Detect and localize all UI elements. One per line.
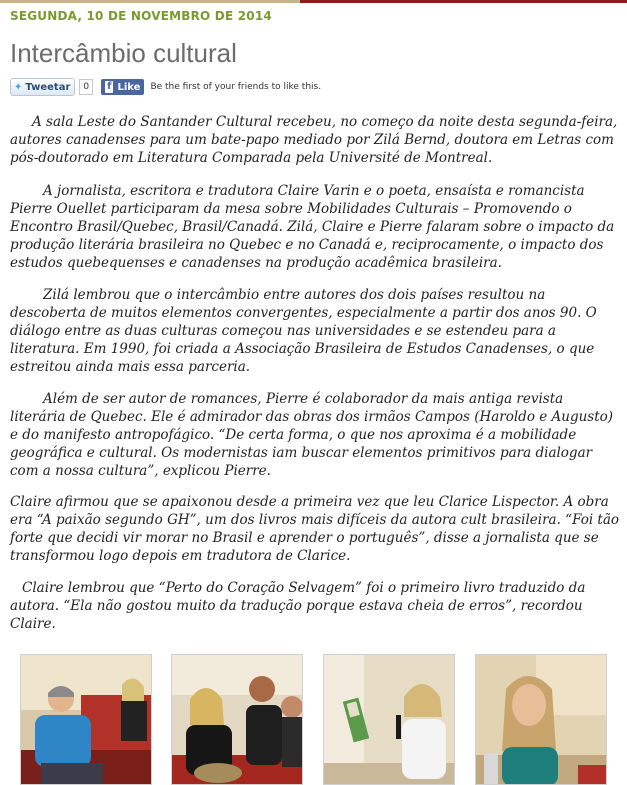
event-photo-1[interactable] xyxy=(20,654,152,785)
facebook-like-button[interactable] xyxy=(101,79,144,95)
facebook-f-icon: f xyxy=(107,81,112,92)
event-photo-4[interactable] xyxy=(475,654,607,785)
post-date: SEGUNDA, 10 DE NOVEMBRO DE 2014 xyxy=(10,9,272,23)
event-photo-3[interactable] xyxy=(323,654,455,785)
event-photo-2[interactable] xyxy=(171,654,303,785)
twitter-bird-icon: ✦ xyxy=(14,81,23,93)
tweet-button-label: Tweetar xyxy=(25,81,71,93)
article-paragraph: Claire afirmou que se apaixonou desde a primeira vez que leu Clarice Lispector. A obra era “A paixão segundo GH”, um dos livros mais difíceis da autora cult brasileira. “Foi tão forte que decidi vir morar no Brasil e aprender o português”, disse a jornalista que se transformou logo depois em tradutora de Clarice. xyxy=(10,494,620,565)
article-paragraph: Além de ser autor de romances, Pierre é colaborador da mais antiga revista literária de Quebec. Ele é admirador das obras dos irmãos Campos (Haroldo e Augusto) e do manifesto antropofágico. “De certa forma, o que nos aproxima é a mobilidade geográfica e cultural. Os modernistas iam buscar elementos primitivos para dialogar com a nossa cultura”, explicou Pierre. xyxy=(10,391,614,480)
like-social-text: Be the first of your friends to like this. xyxy=(150,82,322,92)
article-paragraph: Claire lembrou que “Perto do Coração Selvagem” foi o primeiro livro traduzido da autora. “Ela não gostou muito da tradução porque estava cheia de erros”, recordou Claire. xyxy=(10,580,586,633)
social-share-bar xyxy=(10,78,321,96)
top-accent-bar xyxy=(0,0,627,3)
article-paragraph: Zilá lembrou que o intercâmbio entre autores dos dois países resultou na descoberta de muitos elementos convergentes, especialmente a partir dos anos 90. O diálogo entre as duas culturas começou nas universidades e se estendeu para a literatura. Em 1990, foi criada a Associação Brasileira de Estudos Canadenses, o que estreitou ainda mais essa parceria. xyxy=(10,287,597,376)
like-button-label: Like xyxy=(117,81,141,93)
article-paragraph: A jornalista, escritora e tradutora Claire Varin e o poeta, ensaísta e romancista Pierre Ouellet participaram da mesa sobre Mobilidades Culturais – Promovendo o Encontro Brasil/Quebec, Brasil/Canadá. Zilá, Claire e Pierre falaram sobre o impacto da produção literária brasileira no Quebec e no Canadá e, reciprocamente, o impacto dos estudos quebequenses e canadenses na produção acadêmica brasileira. xyxy=(10,183,615,272)
tweet-count: 0 xyxy=(79,79,93,95)
tweet-button[interactable] xyxy=(10,78,75,96)
post-title: Intercâmbio cultural xyxy=(10,38,237,68)
article-paragraph: A sala Leste do Santander Cultural recebeu, no começo da noite desta segunda-feira, autores canadenses para um bate-papo mediado por Zilá Bernd, doutora em Letras com pós-doutorado em Literatura Comparada pela Université de Montreal. xyxy=(10,114,618,167)
